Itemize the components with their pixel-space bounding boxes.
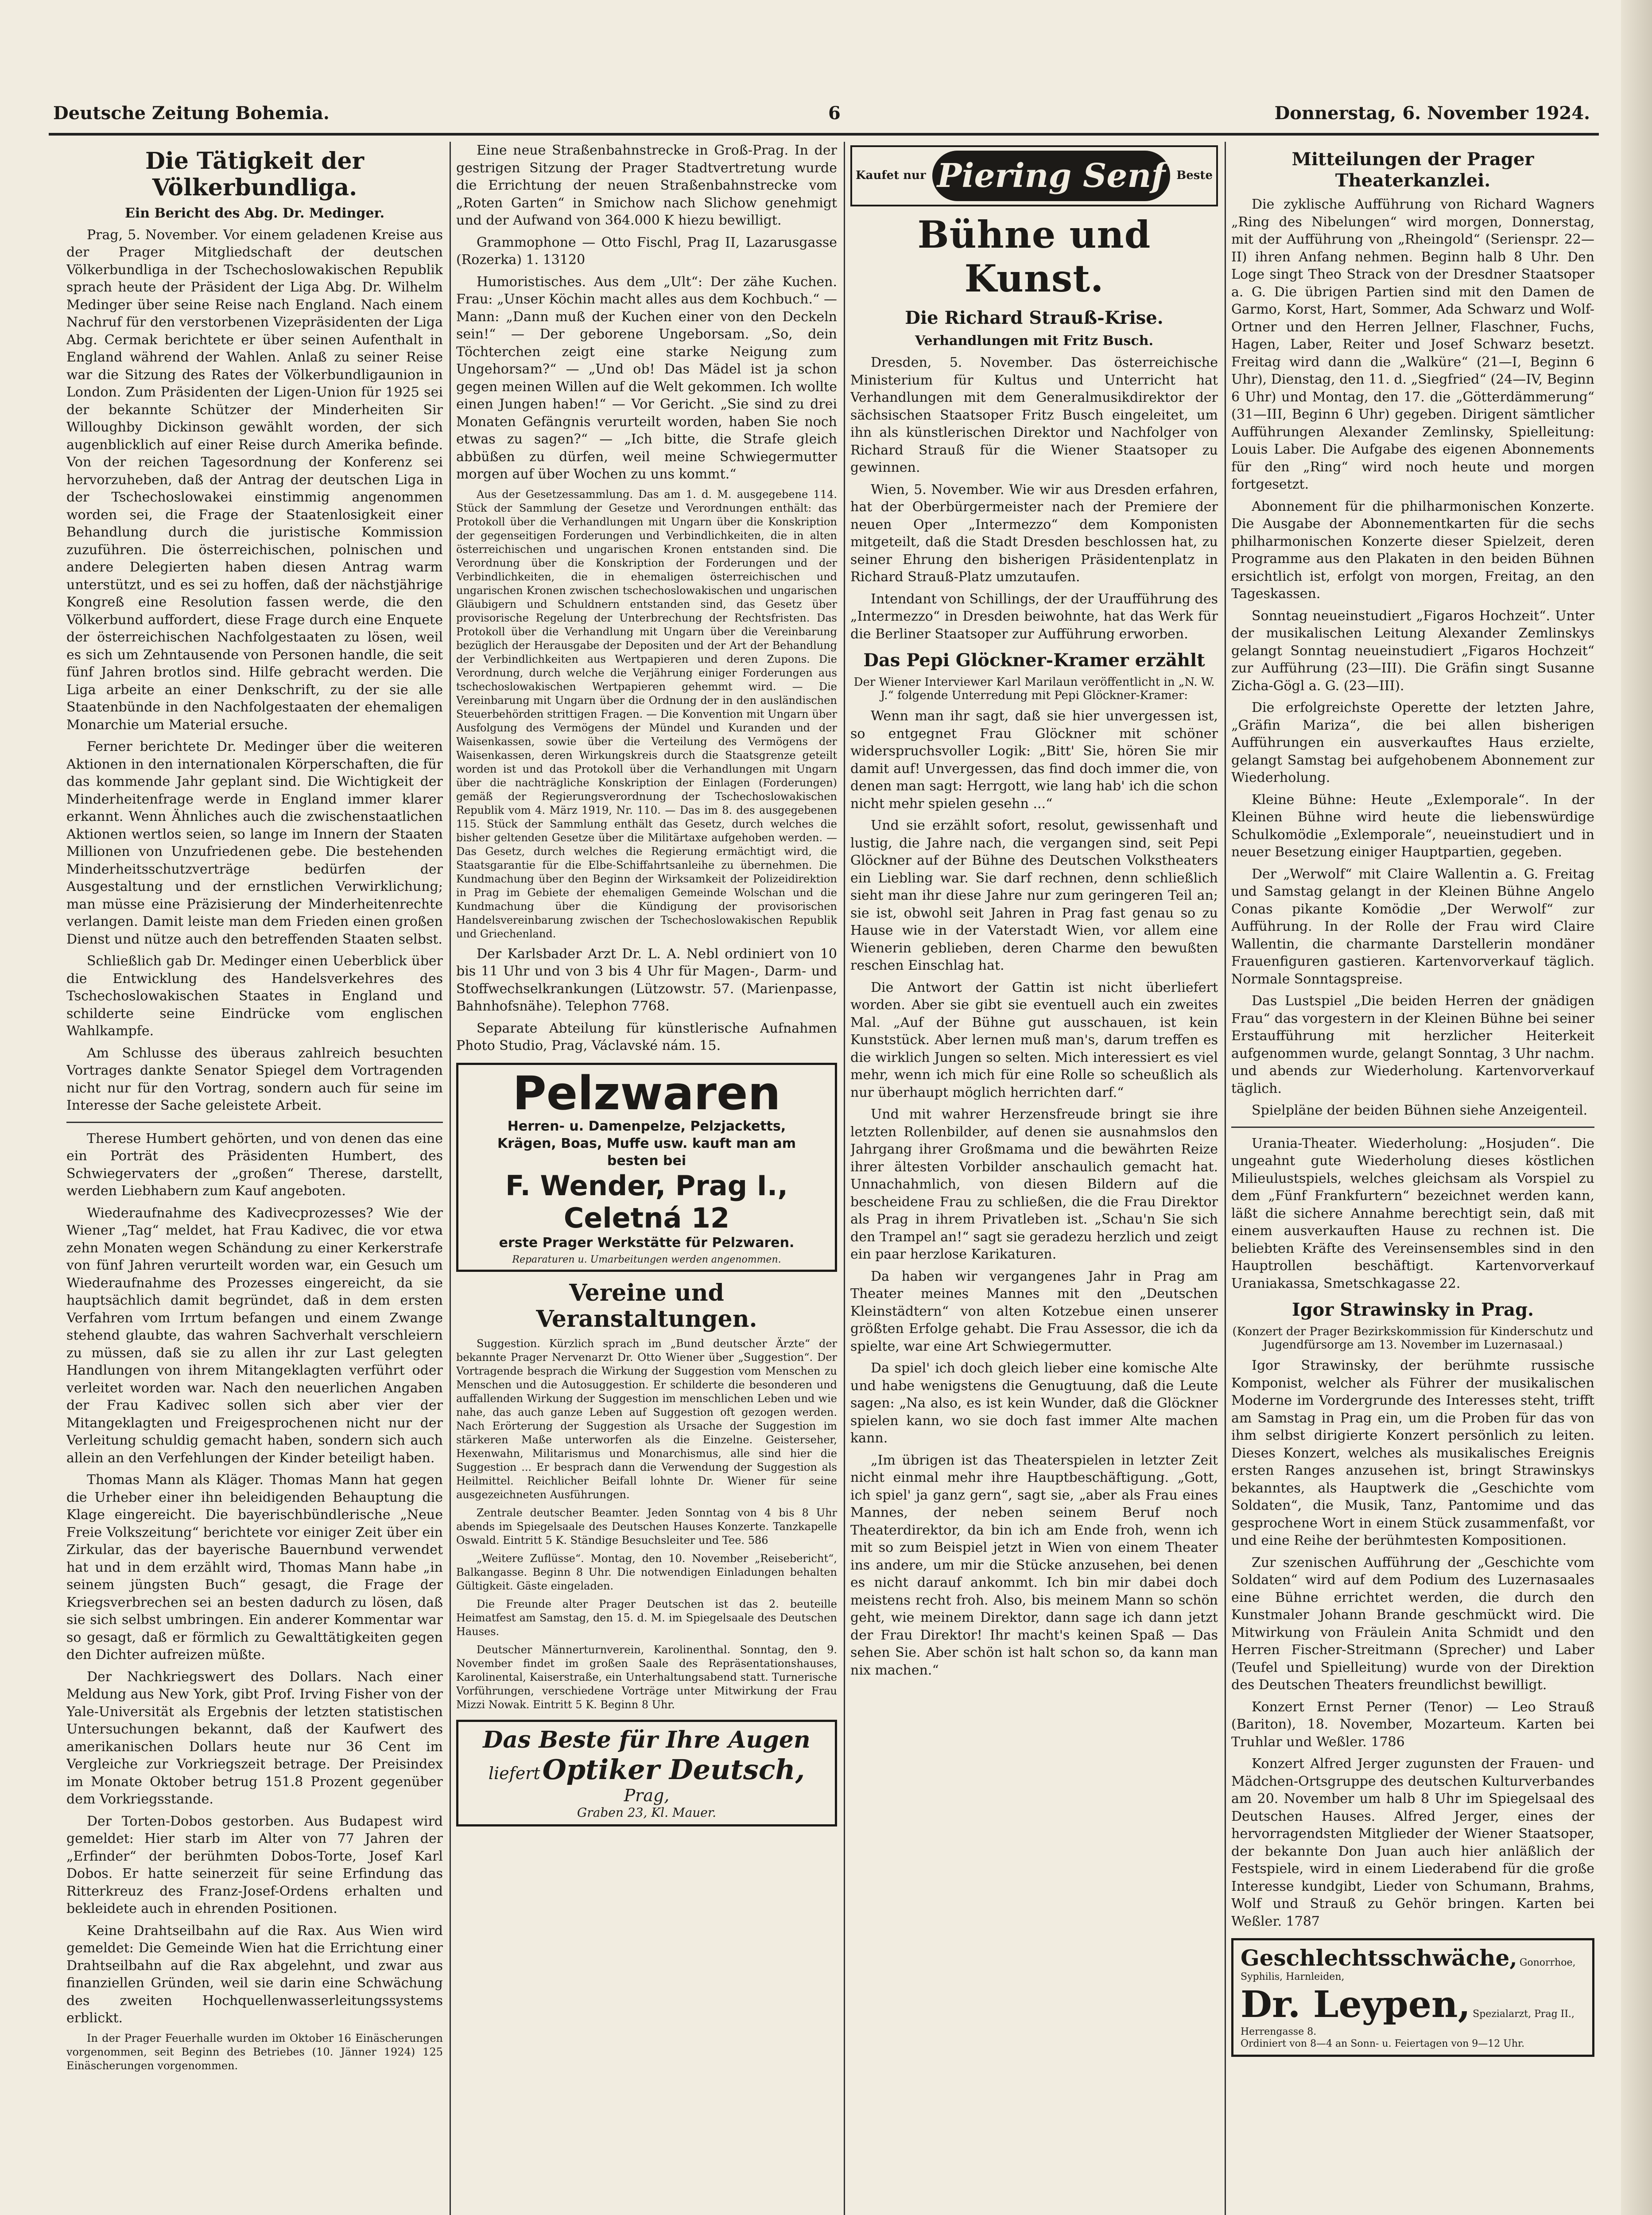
paragraph: Therese Humbert gehörten, und von denen das eine ein Porträt des Präsidenten Humbert, des Schwiegervaters der „großen“ Therese, darstellt, werden Liebhabern zum Kauf angeboten. (66, 1131, 443, 1199)
paragraph: Die zyklische Aufführung von Richard Wagners „Ring des Nibelungen“ wird morgen, Donnerstag, mit der Aufführung von „Rheingold“ (Serienspr. 22—II) ihren Anfang nehmen. Beginn halb 8 Uhr. Den Loge singt Theo Strack von der Dresdner Staatsoper a. G. Die übrigen Partien sind mit den Damen de Garmo, Korst, Hart, Sommer, Ada Schwarz und Wolf-Ortner und den Herren Jellner, Flaschner, Fuchs, Hagen, Laber, Reiter und Josef Schwarz besetzt. Freitag wird dann die „Walküre“ (21—I, Beginn 6 Uhr), Dienstag, den 11. d. „Siegfried“ (24—IV, Beginn 6 Uhr) und Montag, den 17. die „Götterdämmerung“ (31—III, Beginn 6 Uhr) gegeben. Dirigent sämtlicher Aufführungen Alexander Zemlinsky, Spielleitung: Louis Laber. Die Aufgabe des eigenen Abonnements für den „Ring“ wird noch heute und morgen fortgesetzt. (1231, 197, 1594, 492)
paragraph: Sonntag neueinstudiert „Figaros Hochzeit“. Unter der musikalischen Leitung Alexander Zemlinskys gelangt Sonntag neueinstudiert „Figaros Hochzeit“ zur Aufführung (23—III). Die Gräfin singt Susanne Zicha-Gögl a. G. (23—III). (1231, 608, 1594, 694)
paragraph: Konzert Ernst Perner (Tenor) — Leo Strauß (Bariton), 18. November, Mozarteum. Karten bei Truhlar und Weßler. 1786 (1231, 1699, 1594, 1750)
masthead-date: Donnerstag, 6. November 1924. (1274, 103, 1590, 124)
paragraph: Der Torten-Dobos gestorben. Aus Budapest wird gemeldet: Hier starb im Alter von 77 Jahren der „Erfinder“ der berühmten Dobos-Torte, Josef Karl Dobos. Er hatte seinerzeit für seine Erfindung das Ritterkreuz des Franz-Josef-Ordens erhalten und bekleidete auch in ehrenden Positionen. (66, 1813, 443, 1917)
ad-company: Dr. Leypen, (1241, 1983, 1471, 2026)
paragraph: Grammophone — Otto Fischl, Prag II, Lazarusgasse (Rozerka) 1. 13120 (456, 234, 837, 268)
paragraph: Spielpläne der beiden Bühnen siehe Anzeigenteil. (1252, 1103, 1588, 1118)
paragraph: Der „Werwolf“ mit Claire Wallentin a. G. Freitag und Samstag gelangt in der Kleinen Bühne Angelo Conas pikante Komödie „Der Werwolf“ zur Aufführung. In der Rolle der Frau wird Claire Wallentin, die charmante Darstellerin mondäner Frauenfiguren gastieren. Kartenvorverkauf täglich. Normale Sonntagspreise. (1231, 866, 1594, 987)
ad-text: Prag, (624, 1786, 670, 1806)
page-fold-shadow (1621, 0, 1652, 2215)
paragraph: Der Karlsbader Arzt Dr. L. A. Nebl ordiniert von 10 bis 11 Uhr und von 3 bis 4 Uhr für Magen-, Darm- und Stoffwechselkrankungen (Lützowstr. 57. (Marienpasse, Bahnhofsnähe). Telephon 7768. (456, 946, 837, 1014)
paragraph: Kleine Bühne: Heute „Exlemporale“. In der Kleinen Bühne wird heute die liebenswürdige Schulkomödie „Exlemporale“, neueinstudiert und in neuer Besetzung einiger Hauptpartien, gegeben. (1231, 792, 1594, 860)
advertisement-optiker (456, 1720, 837, 1826)
ad-title: Geschlechtsschwäche, (1241, 1945, 1517, 1971)
paragraph: Die Antwort der Gattin ist nicht überliefert worden. Aber sie gibt sie eventuell auch ein zweites Mal. „Auf der Bühne gut ausschauen, ist kein Kunststück. Aber lernen muß man's, darum treffen es die wirklich Jungen so selten. Mich interessiert es viel mehr, wenn ich mich für eine Rolle so scheußlich als nur überhaupt möglich herrichten darf.“ (850, 979, 1218, 1100)
paragraph: Konzert Alfred Jerger zugunsten der Frauen- und Mädchen-Ortsgruppe des deutschen Kulturverbandes am 20. November um halb 8 Uhr im Spiegelsaal des Deutschen Hauses. Alfred Jerger, eines der hervorragendsten Mitglieder der Wiener Staatsoper, der bekannte Don Juan auch hier anläßlich der Festspiele, wird in einem Liederabend für die große Interesse kundgibt, Lieder von Schumann, Brahms, Wolf und Strauß zu Gehör bringen. Karten bei Weßler. 1787 (1231, 1756, 1594, 1929)
ad-text: Spezialarzt, Prag II., Herrengasse 8. (1241, 2008, 1575, 2037)
ad-title: Das Beste für Ihre Augen (483, 1726, 810, 1754)
paragraph: Zentrale deutscher Beamter. Jeden Sonntag von 4 bis 8 Uhr abends im Spiegelsaale des Deutschen Hauses Konzerte. Tanzkapelle Oswald. Eintritt 5 K. Ständige Besuchsleiter und Tee. 586 (456, 1507, 837, 1547)
article-headline: Die Richard Strauß-Krise. (905, 307, 1163, 328)
paragraph: Igor Strawinsky, der berühmte russische Komponist, welcher als Führer der musikalischen Moderne im Vordergrunde des Interesses steht, trifft am Samstag in Prag ein, um die Proben für das von ihm selbst dirigierte Konzert persönlich zu leiten. Dieses Konzert, welches als musikalisches Ereignis ersten Ranges anzusehen ist, bringt Strawinskys bekanntes, als Hauptwerk die „Geschichte vom Soldaten“, die Musik, Tanz, Pantomime und das gesprochene Wort in einem Stück zusammenfaßt, vor und eine Reihe der berühmtesten Kompositionen. (1231, 1358, 1594, 1548)
advertisement-pelzwaren (456, 1063, 837, 1272)
column-divider (450, 142, 451, 2215)
ad-text: besten bei (607, 1153, 686, 1169)
paragraph: Separate Abteilung für künstlerische Aufnahmen Photo Studio, Prag, Václavské nám. 15. (456, 1020, 837, 1053)
section-rule (1231, 1127, 1594, 1128)
ad-text: Kaufet nur (856, 169, 926, 183)
paragraph: Die Freunde alter Prager Deutschen ist das 2. beuteille Heimatfest am Samstag, den 15. d. M. im Spiegelsaale des Deutschen Hauses. (456, 1598, 837, 1638)
paragraph: Schließlich gab Dr. Medinger einen Ueberblick über die Entwicklung des Handelsverkehres des Tschechoslowakischen Staates in England und schilderte seine Eindrücke vom englischen Wahlkampfe. (66, 953, 443, 1039)
paragraph: Wiederaufnahme des Kadivecprozesses? Wie der Wiener „Tag“ meldet, hat Frau Kadivec, die vor etwa zehn Monaten wegen Schändung zu einer Kerkerstrafe von fünf Jahren verurteilt worden war, ein Gesuch um Wiederaufnahme des Prozesses eingereicht, da sie hauptsächlich damit begründet, daß in dem ersten Verfahren vom Irrtum befangen und einem Zwange stehend glaubte, das wahren Sachverhalt verschleiern zu müssen, daß sie zu allen ihr zur Last gelegten Handlungen von ihrem Mitangeklagten verführt oder verleitet worden war. Nach den neuerlichen Angaben der Frau Kadivec sollen sich aber vier der Mitangeklagten und Freigesprochenen nicht nur der Verleitung schuldig gemacht haben, sondern sich auch allein an den Verfehlungen der Kinder beteiligt haben. (66, 1205, 443, 1466)
paragraph: Und sie erzählt sofort, resolut, gewissenhaft und lustig, die Jahre nach, die vergangen sind, seit Pepi Glöckner auf der Bühne des Deutschen Volkstheaters ein Liebling war. Sie darf rechnen, denn schließlich sieht man ihr diese Jahre nur zum geringeren Teil an; sie ist, obwohl seit Jahren in Prag fast genau so zu Hause wie in der Vaterstadt Wien, vor allem eine Wienerin geblieben, deren Charme den bewußten reschen Einschlag hat. (850, 818, 1218, 973)
ad-footer: Ordiniert von 8—4 an Sonn- u. Feiertagen von 9—12 Uhr. (1241, 2038, 1525, 2049)
column-divider (1225, 142, 1226, 2215)
section-headline: Mitteilungen der Prager Theaterkanzlei. (1291, 149, 1534, 191)
article-headline: Das Pepi Glöckner-Kramer erzählt (863, 650, 1205, 671)
ad-title: Pelzwaren (512, 1066, 781, 1120)
paragraph: Keine Drahtseilbahn auf die Rax. Aus Wien wird gemeldet: Die Gemeinde Wien hat die Errichtung einer Drahtseilbahn auf die Rax abgelehnt, und zwar aus finanziellen Gründen, weil sie darin eine Schwächung des zweiten Hochquellenwasserleitungssystems erblickt. (66, 1923, 443, 2026)
paragraph: Der Nachkriegswert des Dollars. Nach einer Meldung aus New York, gibt Prof. Irving Fisher von der Yale-Universität als Ergebnis der letzten statistischen Untersuchungen bekannt, daß der Kaufwert des amerikanischen Dollars heute nur 36 Cent im Vergleiche zur Vorkriegszeit betrage. Der Preisindex im Monate Oktober betrug 151.8 Prozent gegenüber dem Vorkriegsstande. (66, 1669, 443, 1807)
paragraph: Wenn man ihr sagt, daß sie hier unvergessen ist, so entgegnet Frau Glöckner mit schöner widerspruchsvoller Logik: „Bitt' Sie, hören Sie mir damit auf! Unvergessen, das find doch immer die, von denen man sagt: Herrgott, wie lang hab' ich die schon nicht mehr spielen gesehn ...“ (850, 708, 1218, 812)
section-headline: Vereine und Veranstaltungen. (536, 1279, 757, 1333)
paragraph: Da haben wir vergangenes Jahr in Prag am Theater meines Mannes mit den „Deutschen Kleinstädtern“ von alten Kotzebue einen unserer größten Erfolge gehabt. Die Frau Assessor, die ich da spielte, war eine Art Schwiegermutter. (850, 1268, 1218, 1354)
ad-text: erste Prager Werkstätte für Pelzwaren. (499, 1235, 795, 1251)
paragraph: Intendant von Schillings, der der Uraufführung des „Intermezzo“ in Dresden beiwohnte, hat das Werk für die Berliner Staatsoper zur Aufführung erworben. (850, 591, 1218, 642)
paragraph: Ferner berichtete Dr. Medinger über die weiteren Aktionen in den internationalen Körperschaften, die für das kommende Jahr geplant sind. Die Wichtigkeit der Minderheitenfrage werde in England immer klarer erkannt. Wenn Ähnliches auch die zwischenstaatlichen Aktionen wertlos seien, so lange im Innern der Staaten Millionen von Unzufriedenen gebe. Die bestehenden Minderheitsschutzverträge bedürfen der Ausgestaltung und der ernstlichen Verwirklichung; man müsse eine Präzisierung der Minderheitenrechte verlangen. Damit leiste man dem Frieden einen großen Dienst und nütze auch den betreffenden Staaten selbst. (66, 739, 443, 947)
ad-company: Optiker Deutsch, (542, 1753, 805, 1786)
ad-text: liefert (488, 1764, 540, 1784)
paragraph: Suggestion. Kürzlich sprach im „Bund deutscher Ärzte“ der bekannte Prager Nervenarzt Dr. Otto Wiener über „Suggestion“. Der Vortragende besprach die Wirkung der Suggestion vom Menschen zu Menschen und die Autosuggestion. Er schilderte die besonderen und auffallenden Wirkung der Suggestion im menschlichen Leben und wie nahe, das auch ganze Leben auf Suggestion oft gezogen werden. Nach Erörterung der Suggestion als Ursache der Suggestion im stärkeren Maße unterworfen als die Einzelne. Geisterseher, Hexenwahn, Militarismus und Monarchismus, alle sind hier die Suggestion ... Er besprach dann die Verwendung der Suggestion als Heilmittel. Reichlicher Beifall lohnte Dr. Wiener für seine ausgezeichneten Ausführungen. (456, 1337, 837, 1501)
section-rule (66, 1122, 443, 1123)
paragraph: Da spiel' ich doch gleich lieber eine komische Alte und habe wenigstens die Genugtuung, daß die Leute sagen: „Na also, es ist kein Wunder, daß die Glöckner spielen kann, wo sie doch fast immer Alte machen kann. (850, 1360, 1218, 1446)
paragraph: Aus der Gesetzessammlung. Das am 1. d. M. ausgegebene 114. Stück der Sammlung der Gesetze und Verordnungen enthält: das Protokoll über die Verhandlungen mit Ungarn über die Konskription der gegenseitigen Forderungen und Verbindlichkeiten, die in alten österreichischen und ungarischen Kronen entstanden sind. Die Verordnung über die Konskription der Forderungen und der Verbindlichkeiten, die in ehemaligen österreichischen und ungarischen Kronen zwischen tschechoslowakischen und ungarischen Gläubigern und Schuldnern entstanden sind, das Gesetz über provisorische Regelung der Unterbrechung der Rechtsfristen. Das Protokoll über die Verhandlung mit Ungarn über die Vereinbarung bezüglich der Herausgabe der Depositen und der Art der Behandlung der Verbindlichkeiten aus Wertpapieren und deren Zupons. Die Verordnung, durch welche die Verjährung einiger Forderungen aus tschechoslowakischen Wertpapieren gehemmt wird. — Die Vereinbarung mit Ungarn über die Ordnung der in den ausländischen Steuerbehörden strittigen Fragen. — Die Konvention mit Ungarn über Ausfolgung des Vermögens der Mündel und Kuranden und der Waisenkassen, sowie über die Verteilung des Vermögens der Waisenkassen, deren Wirkungskreis durch die Staatsgrenze geteilt worden ist und das Protokoll über die Verhandlungen mit Ungarn über die nachträgliche Konskription der Einlagen (Forderungen) gemäß der Regierungsverordnung der Tschechoslowakischen Republik vom 4. März 1919, Nr. 110. — Das im 8. des ausgegebenen 115. Stück der Sammlung enthält das Gesetz, durch welches die bisher geltenden Gesetze über die Militärtaxe aufgehoben werden. — Das Gesetz, durch welches die Regierung ermächtigt wird, die Staatsgarantie für die Elbe-Schiffahrtsanleihe zu übernehmen. Die Kundmachung über den Beginn der Wirksamkeit der Polizeidirektion in Prag im Gebiete der ehemaligen Gemeinde Wolschan und die Kundmachung über die Kündigung der provisorischen Handelsvereinbarung zwischen der Tschechoslowakischen Republik und Griechenland. (456, 488, 837, 940)
paragraph: Am Schlusse des überaus zahlreich besuchten Vortrages dankte Senator Spiegel dem Vortragenden nicht nur für den Vortrag, sondern auch für seine im Interesse der Sache geleistete Arbeit. (66, 1045, 443, 1114)
ad-text: Beste (1176, 169, 1213, 183)
column-divider (844, 142, 845, 2215)
paragraph: Eine neue Straßenbahnstrecke in Groß-Prag. In der gestrigen Sitzung der Prager Stadtvertretung wurde die Errichtung der neuen Straßenbahnstrecke vom „Roten Garten“ in Smichow nach Slichow genehmigt und der Aufwand von 364.000 K hiezu bewilligt. (456, 143, 837, 228)
paragraph: Abonnement für die philharmonischen Konzerte. Die Ausgabe der Abonnementkarten für die sechs philharmonischen Konzerte dieser Spielzeit, deren Programme aus den Plakaten in den beiden Bühnen ersichtlich ist, erfolgt von morgen, Freitag, an den Tageskassen. (1231, 498, 1594, 602)
column-4 (1231, 142, 1594, 2215)
column-2 (456, 142, 837, 2215)
paragraph: Zur szenischen Aufführung der „Geschichte vom Soldaten“ wird auf dem Podium des Luzernasaales eine Bühne errichtet werden, die durch den Kunstmaler Johann Brande geschmückt wird. Die Mitwirkung von Fräulein Anita Schmidt und den Herren Fischer-Streitmann (Sprecher) und Laber (Teufel und Spielleitung) wurde von der Direktion des Deutschen Theaters freundlichst bewilligt. (1231, 1554, 1594, 1693)
paragraph: Das Lustspiel „Die beiden Herren der gnädigen Frau“ das vorgestern in der Kleinen Bühne bei seiner Erstaufführung mit herzlicher Heiterkeit aufgenommen wurde, gelangt Sonntag, 3 Uhr nachm. und abends zur Wiederholung. Kartenvorverkauf täglich. (1231, 993, 1594, 1096)
paragraph: Urania-Theater. Wiederholung: „Hosjuden“. Die ungeahnt gute Wiederholung dieses köstlichen Milieulustspiels, welches gleichsam als Vorspiel zu dem „Fünf Frankfurtern“ bezeichnet werden kann, läßt die sichere Annahme berechtigt sein, daß mit einem ausverkauften Hause zu rechnen ist. Die beliebten Kräfte des Vereinsensembles sind in den Hauptrollen beschäftigt. Kartenvorverkauf Uraniakassa, Smetschkagasse 22. (1231, 1135, 1594, 1291)
paragraph: Thomas Mann als Kläger. Thomas Mann hat gegen die Urheber einer ihn beleidigenden Behauptung die Klage eingereicht. Die bayerischbündlerische „Neue Freie Volkszeitung“ berichtete vor einiger Zeit über ein Zirkular, das der bayerische Bauernbund verwendet hat und in dem erzählt wird, Thomas Mann habe „in seinem jüngsten Buch“ gesagt, die Frage der Kriegsverbrechen sei an besten dadurch zu lösen, daß sie sich selbst umbringen. Ein anderer Kommentar war so gesagt, daß er förmlich zu Gewalttätigkeiten gegen den Dichter aufreizen müßte. (66, 1472, 443, 1663)
section-title: Bühne und Kunst. (917, 213, 1151, 300)
header-rule (49, 133, 1599, 136)
article-subheadline: Ein Bericht des Abg. Dr. Medinger. (124, 205, 385, 221)
advertisement-leypen (1231, 1938, 1594, 2057)
paragraph: Deutscher Männerturnverein, Karolinenthal. Sonntag, den 9. November findet im großen Saale des Repräsentationshauses, Karolinental, Kaiserstraße, ein Unterhaltungsabend statt. Turnerische Vorführungen, verschiedene Vorträge unter Mitwirkung der Frau Mizzi Nowak. Eintritt 5 K. Beginn 8 Uhr. (456, 1644, 837, 1711)
advertisement-senf (850, 145, 1218, 206)
article-headline: Igor Strawinsky in Prag. (1292, 1299, 1534, 1320)
masthead-left: Deutsche Zeitung Bohemia. (53, 103, 330, 124)
paragraph: Wien, 5. November. Wie wir aus Dresden erfahren, hat der Oberbürgermeister nach der Premiere der neuen Oper „Intermezzo“ dem Komponisten mitgeteilt, daß die Stadt Dresden beschlossen hat, zu seiner Ehrung den bisherigen Präsidentenplatz in Richard Strauß-Platz umzutaufen. (850, 482, 1218, 585)
ad-footer: Reparaturen u. Umarbeitungen werden angenommen. (512, 1254, 781, 1265)
ad-company: F. Wender, Prag I., Celetná 12 (505, 1169, 788, 1234)
paragraph: Und mit wahrer Herzensfreude bringt sie ihre letzten Rollenbilder, auf denen sie ausnahmslos den Jahrgang ihrer Großmama und die bewährten Reize ihrer ältesten Vorbilder anschaulich gemacht hat. Unnachahmlich, von diesen Bildern auf die bescheidene Frau zu schließen, die die Frau Direktor als Prag in ihrem Privatleben ist. „Schau'n Sie sich den Trampel an!“ sagt sie geradezu herzlich und zeigt ein paar herzlose Karikaturen. (850, 1107, 1218, 1262)
paragraph: Dresden, 5. November. Das österreichische Ministerium für Kultus und Unterricht hat Verhandlungen mit dem Generalmusikdirektor der sächsischen Staatsoper Fritz Busch eingeleitet, um ihn als künstlerischen Direktor und Nachfolger von Richard Strauß für die Wiener Staatsoper zu gewinnen. (850, 355, 1218, 475)
article-subheadline: Der Wiener Interviewer Karl Marilaun veröffentlicht in „N. W. J.“ folgende Unterredung mit Pepi Glöckner-Kramer: (853, 676, 1215, 702)
ad-text: Krägen, Boas, Muffe usw. kauft man am (497, 1135, 796, 1151)
page-number: 6 (828, 103, 841, 124)
column-1 (66, 142, 443, 2215)
column-3 (850, 142, 1218, 2215)
article-subheadline: Verhandlungen mit Fritz Busch. (915, 333, 1154, 349)
paragraph: „Im übrigen ist das Theaterspielen in letzter Zeit nicht einmal mehr ihre Hauptbeschäftigung. „Gott, ich spiel' ja ganz gern“, sagt sie, „aber als Frau eines Mannes, der neben seinem Beruf noch Theaterdirektor, da bin ich am Ende froh, wenn ich mit so zum Beispiel jetzt in Wien von einem Theater ins andere, um mir die Stücke anzusehen, bei denen es nicht darauf ankommt. Ich bin mir dabei doch meistens recht froh. Also, bis meinem Mann so schön geht, wie meinem Direktor, dann sage ich dann jetzt der Frau Direktor! Ihr macht's keinen Spaß — Das sehen Sie. Aber schön ist halt schon so, da kann man nix machen.“ (850, 1452, 1218, 1678)
paragraph: Die erfolgreichste Operette der letzten Jahre, „Gräfin Mariza“, die bei allen bisherigen Aufführungen ein ausverkauftes Haus erzielte, gelangt Samstag bei aufgehobenem Abonnement zur Wiederholung. (1231, 700, 1594, 785)
paragraph: „Weitere Zuflüsse“. Montag, den 10. November „Reisebericht“, Balkangasse. Beginn 8 Uhr. Die notwendigen Einladungen behalten Gültigkeit. Gäste eingeladen. (456, 1552, 837, 1593)
paragraph: Prag, 5. November. Vor einem geladenen Kreise aus der Prager Mitgliedschaft der deutschen Völkerbundliga in der Tschechoslowakischen Republik sprach heute der Präsident der Liga Abg. Dr. Wilhelm Medinger über seine Reise nach England. Nach einem Nachruf für den verstorbenen Vizepräsidenten der Liga Abg. Cermak berichtete er über seinen Aufenthalt in England während der Wahlen. Anlaß zu seiner Reise war die Sitzung des Rates der Völkerbundligaunion in London. Zum Präsidenten der Ligen-Union für 1925 sei der bekannte Schützer der Minderheiten Sir Willoughby Dickinson gewählt worden, der sich augenblicklich auf einer Reise durch Amerika befinde. Von der reichen Tagesordnung der Konferenz sei hervorzuheben, daß der Antrag der deutschen Liga in der Tschechoslowakei einstimmig angenommen worden sei, die Frage der Staatenlosigkeit einer Behandlung durch die juristische Kommission zuzuführen. Die österreichischen, polnischen und andere Delegierten haben diesen Antrag warm unterstützt, und es sei zu hoffen, daß der nächstjährige Kongreß eine Resolution fassen werde, die den Völkerbund auffordert, diese Frage durch eine Enquete der österreichischen Nachfolgestaaten zu lösen, weil es sich um Zehntausende von Personen handle, die seit fünf Jahren brotlos sind. Hilfe gebracht werden. Die Liga arbeite an einer Denkschrift, zu der sie alle Staatenbünde in den Nachfolgestaaten der ehemaligen Monarchie um Material ersuche. (66, 227, 443, 733)
article-subheadline: (Konzert der Prager Bezirkskommission für Kinderschutz und Jugendfürsorge am 13. November im Luzernasaal.) (1232, 1325, 1594, 1352)
ad-text: Herren- u. Damenpelze, Pelzjacketts, (507, 1118, 786, 1134)
ad-brand: Piering Senf (932, 151, 1171, 201)
ad-address: Graben 23, Kl. Mauer. (577, 1805, 717, 1820)
paragraph: Humoristisches. Aus dem „Ult“: Der zähe Kuchen. Frau: „Unser Köchin macht alles aus dem Kochbuch.“ — Mann: „Dann muß der Kuchen einer von den Deckeln sein!“ — Der geborene Ungeborsam. „So, dein Töchterchen zeigt eine starke Neigung zum Ungehorsam?“ — „Und ob! Das Mädel ist ja schon gegen meinen Willen auf die Welt gekommen. Ich wollte einen Jungen haben!“ — Vor Gericht. „Sie sind zu drei Monaten Gefängnis verurteilt worden, haben Sie noch etwas zu sagen?“ — „Ich bitte, die Strafe gleich abbüßen zu dürfen, weil meine Schwiegermutter morgen auf über Wochen zu uns kommt.“ (456, 274, 837, 482)
ad-text: Gonorrhoe, Syphilis, Harnleiden, (1241, 1957, 1576, 1982)
article-headline: Die Tätigkeit der Völkerbundliga. (145, 148, 364, 201)
paragraph: In der Prager Feuerhalle wurden im Oktober 16 Einäscherungen vorgenommen, seit Beginn des Betriebes (10. Jänner 1924) 125 Einäscherungen vorgenommen. (66, 2032, 443, 2072)
